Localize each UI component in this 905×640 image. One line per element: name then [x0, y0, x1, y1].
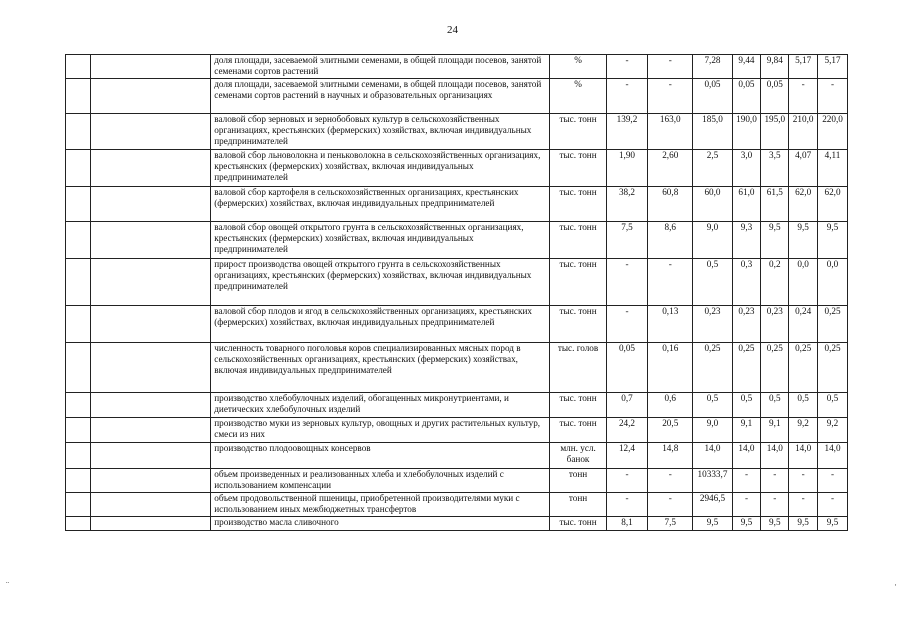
blank-cell-program [90, 150, 211, 187]
right-margin-mark: · [894, 580, 897, 590]
indicator-name-cell: производство плодоовощных консервов [211, 443, 550, 469]
value-cell: 0,13 [648, 306, 693, 343]
value-cell: - [606, 469, 647, 493]
indicator-name-cell: производство масла сливочного [211, 517, 550, 531]
blank-cell-program [90, 443, 211, 469]
value-cell: 9,0 [693, 418, 732, 443]
value-cell: 9,1 [732, 418, 761, 443]
value-cell: 0,7 [606, 393, 647, 418]
value-cell: 0,23 [761, 306, 789, 343]
value-cell: - [606, 259, 647, 306]
table-row [66, 79, 848, 114]
table-row [66, 187, 848, 222]
indicator-name-cell: производство муки из зерновых культур, овощных и других растительных культур, смеси из них [211, 418, 550, 443]
table-row [66, 259, 848, 306]
unit-cell: тонн [550, 493, 607, 517]
value-cell: 139,2 [606, 114, 647, 150]
value-cell: 0,0 [789, 259, 818, 306]
value-cell: 14,0 [693, 443, 732, 469]
value-cell: 10333,7 [693, 469, 732, 493]
value-cell: 9,1 [761, 418, 789, 443]
value-cell: 3,0 [732, 150, 761, 187]
blank-cell-program [90, 79, 211, 114]
value-cell: - [606, 306, 647, 343]
value-cell: 0,5 [818, 393, 848, 418]
value-cell: 61,0 [732, 187, 761, 222]
blank-cell-program [90, 517, 211, 531]
value-cell: 7,5 [648, 517, 693, 531]
unit-cell: % [550, 79, 607, 114]
value-cell: - [818, 79, 848, 114]
table-row [66, 222, 848, 259]
indicator-name-cell: валовой сбор плодов и ягод в сельскохозяйственных организациях, крестьянских (фермерских) хозяйствах, включая индивидуальных предпринимателей [211, 306, 550, 343]
value-cell: - [648, 55, 693, 79]
value-cell: 0,23 [693, 306, 732, 343]
value-cell: 0,5 [693, 259, 732, 306]
blank-cell-program [90, 306, 211, 343]
table-row [66, 393, 848, 418]
value-cell: - [732, 469, 761, 493]
blank-cell-number [66, 493, 91, 517]
unit-cell: млн. усл. банок [550, 443, 607, 469]
indicator-name-cell: валовой сбор зерновых и зернобобовых культур в сельскохозяйственных организациях, крестьянских (фермерских) хозяйствах, включая индивидуальных предпринимателей [211, 114, 550, 150]
value-cell: 9,84 [761, 55, 789, 79]
unit-cell: % [550, 55, 607, 79]
left-margin-mark: ¨ [6, 580, 9, 590]
value-cell: 190,0 [732, 114, 761, 150]
value-cell: 9,44 [732, 55, 761, 79]
unit-cell: тыс. тонн [550, 114, 607, 150]
blank-cell-number [66, 55, 91, 79]
value-cell: 38,2 [606, 187, 647, 222]
value-cell: 9,5 [693, 517, 732, 531]
value-cell: 62,0 [818, 187, 848, 222]
blank-cell-number [66, 418, 91, 443]
indicator-name-cell: валовой сбор льноволокна и пеньковолокна в сельскохозяйственных организациях, крестьянских (фермерских) хозяйствах, включая индивидуальных предпринимателей [211, 150, 550, 187]
indicator-name-cell: объем продовольственной пшеницы, приобретенной производителями муки с использованием иных межбюджетных трансфертов [211, 493, 550, 517]
value-cell: 14,0 [818, 443, 848, 469]
value-cell: - [606, 55, 647, 79]
unit-cell: тыс. тонн [550, 150, 607, 187]
blank-cell-program [90, 469, 211, 493]
table-row [66, 517, 848, 531]
value-cell: 0,05 [693, 79, 732, 114]
value-cell: - [818, 493, 848, 517]
blank-cell-program [90, 114, 211, 150]
blank-cell-number [66, 469, 91, 493]
indicator-name-cell: объем произведенных и реализованных хлеба и хлебобулочных изделий с использованием компенсации [211, 469, 550, 493]
unit-cell: тонн [550, 469, 607, 493]
value-cell: 2946,5 [693, 493, 732, 517]
value-cell: 0,3 [732, 259, 761, 306]
blank-cell-number [66, 187, 91, 222]
indicator-name-cell: производство хлебобулочных изделий, обогащенных микронутриентами, и диетических хлебобулочных изделий [211, 393, 550, 418]
blank-cell-program [90, 493, 211, 517]
table-row [66, 55, 848, 79]
value-cell: 14,0 [789, 443, 818, 469]
blank-cell-number [66, 114, 91, 150]
value-cell: 2,5 [693, 150, 732, 187]
value-cell: 9,0 [693, 222, 732, 259]
indicator-name-cell: валовой сбор картофеля в сельскохозяйственных организациях, крестьянских (фермерских) хозяйствах, включая индивидуальных предпринимателей [211, 187, 550, 222]
value-cell: 60,8 [648, 187, 693, 222]
value-cell: 0,24 [789, 306, 818, 343]
value-cell: 7,5 [606, 222, 647, 259]
value-cell: 0,0 [818, 259, 848, 306]
value-cell: - [789, 493, 818, 517]
unit-cell: тыс. тонн [550, 393, 607, 418]
value-cell: 0,23 [732, 306, 761, 343]
indicators-table [65, 54, 848, 531]
blank-cell-program [90, 55, 211, 79]
table-row [66, 114, 848, 150]
value-cell: 20,5 [648, 418, 693, 443]
value-cell: 9,2 [789, 418, 818, 443]
table-row [66, 469, 848, 493]
value-cell: 0,5 [789, 393, 818, 418]
value-cell: - [606, 79, 647, 114]
table-row [66, 418, 848, 443]
value-cell: 8,1 [606, 517, 647, 531]
value-cell: 0,16 [648, 343, 693, 393]
value-cell: 9,3 [732, 222, 761, 259]
value-cell: 0,05 [606, 343, 647, 393]
value-cell: 2,60 [648, 150, 693, 187]
value-cell: 0,5 [761, 393, 789, 418]
blank-cell-number [66, 517, 91, 531]
value-cell: 9,5 [789, 517, 818, 531]
value-cell: 0,25 [818, 306, 848, 343]
value-cell: - [818, 469, 848, 493]
unit-cell: тыс. тонн [550, 222, 607, 259]
unit-cell: тыс. тонн [550, 517, 607, 531]
value-cell: - [789, 469, 818, 493]
value-cell: 220,0 [818, 114, 848, 150]
value-cell: - [732, 493, 761, 517]
blank-cell-number [66, 222, 91, 259]
value-cell: 8,6 [648, 222, 693, 259]
value-cell: 1,90 [606, 150, 647, 187]
value-cell: 24,2 [606, 418, 647, 443]
value-cell: - [648, 493, 693, 517]
value-cell: 0,25 [818, 343, 848, 393]
value-cell: 9,5 [789, 222, 818, 259]
value-cell: 0,2 [761, 259, 789, 306]
blank-cell-program [90, 187, 211, 222]
value-cell: 0,5 [693, 393, 732, 418]
value-cell: 163,0 [648, 114, 693, 150]
blank-cell-number [66, 259, 91, 306]
value-cell: 9,5 [732, 517, 761, 531]
blank-cell-number [66, 79, 91, 114]
unit-cell: тыс. тонн [550, 418, 607, 443]
blank-cell-number [66, 306, 91, 343]
blank-cell-number [66, 443, 91, 469]
value-cell: 9,5 [761, 517, 789, 531]
value-cell: 14,8 [648, 443, 693, 469]
value-cell: 62,0 [789, 187, 818, 222]
unit-cell: тыс. тонн [550, 259, 607, 306]
value-cell: - [606, 493, 647, 517]
value-cell: 12,4 [606, 443, 647, 469]
value-cell: - [648, 79, 693, 114]
value-cell: 5,17 [818, 55, 848, 79]
blank-cell-program [90, 343, 211, 393]
indicator-name-cell: валовой сбор овощей открытого грунта в сельскохозяйственных организациях, крестьянских (фермерских) хозяйствах, включая индивидуальных предпринимателей [211, 222, 550, 259]
value-cell: 14,0 [761, 443, 789, 469]
value-cell: 61,5 [761, 187, 789, 222]
blank-cell-number [66, 393, 91, 418]
indicator-name-cell: численность товарного поголовья коров специализированных мясных пород в сельскохозяйственных организациях, крестьянских (фермерских) хозяйствах, включая индивидуальных предпринимателей [211, 343, 550, 393]
blank-cell-program [90, 222, 211, 259]
value-cell: 0,05 [761, 79, 789, 114]
table-row [66, 343, 848, 393]
value-cell: 5,17 [789, 55, 818, 79]
value-cell: 0,25 [761, 343, 789, 393]
value-cell: - [761, 469, 789, 493]
value-cell: 60,0 [693, 187, 732, 222]
value-cell: - [648, 469, 693, 493]
value-cell: 3,5 [761, 150, 789, 187]
table-row [66, 150, 848, 187]
value-cell: - [761, 493, 789, 517]
value-cell: 0,25 [693, 343, 732, 393]
value-cell: 0,25 [789, 343, 818, 393]
page-number: 24 [447, 24, 458, 36]
value-cell: 0,5 [732, 393, 761, 418]
blank-cell-number [66, 150, 91, 187]
indicator-name-cell: прирост производства овощей открытого грунта в сельскохозяйственных организациях, крестьянских (фермерских) хозяйствах, включая индивидуальных предпринимателей [211, 259, 550, 306]
value-cell: 9,2 [818, 418, 848, 443]
indicator-name-cell: доля площади, засеваемой элитными семенами, в общей площади посевов, занятой семенами сортов растений в научных и образовательных организациях [211, 79, 550, 114]
value-cell: 4,07 [789, 150, 818, 187]
value-cell: 0,25 [732, 343, 761, 393]
value-cell: - [789, 79, 818, 114]
value-cell: - [648, 259, 693, 306]
blank-cell-program [90, 259, 211, 306]
unit-cell: тыс. голов [550, 343, 607, 393]
value-cell: 195,0 [761, 114, 789, 150]
unit-cell: тыс. тонн [550, 187, 607, 222]
value-cell: 0,6 [648, 393, 693, 418]
value-cell: 9,5 [818, 222, 848, 259]
value-cell: 9,5 [761, 222, 789, 259]
table-row [66, 306, 848, 343]
value-cell: 0,05 [732, 79, 761, 114]
indicator-name-cell: доля площади, засеваемой элитными семенами, в общей площади посевов, занятой семенами сортов растений [211, 55, 550, 79]
value-cell: 14,0 [732, 443, 761, 469]
table-row [66, 443, 848, 469]
blank-cell-number [66, 343, 91, 393]
unit-cell: тыс. тонн [550, 306, 607, 343]
value-cell: 9,5 [818, 517, 848, 531]
table-body [66, 55, 848, 531]
blank-cell-program [90, 393, 211, 418]
value-cell: 7,28 [693, 55, 732, 79]
blank-cell-program [90, 418, 211, 443]
value-cell: 4,11 [818, 150, 848, 187]
value-cell: 210,0 [789, 114, 818, 150]
table-row [66, 493, 848, 517]
value-cell: 185,0 [693, 114, 732, 150]
